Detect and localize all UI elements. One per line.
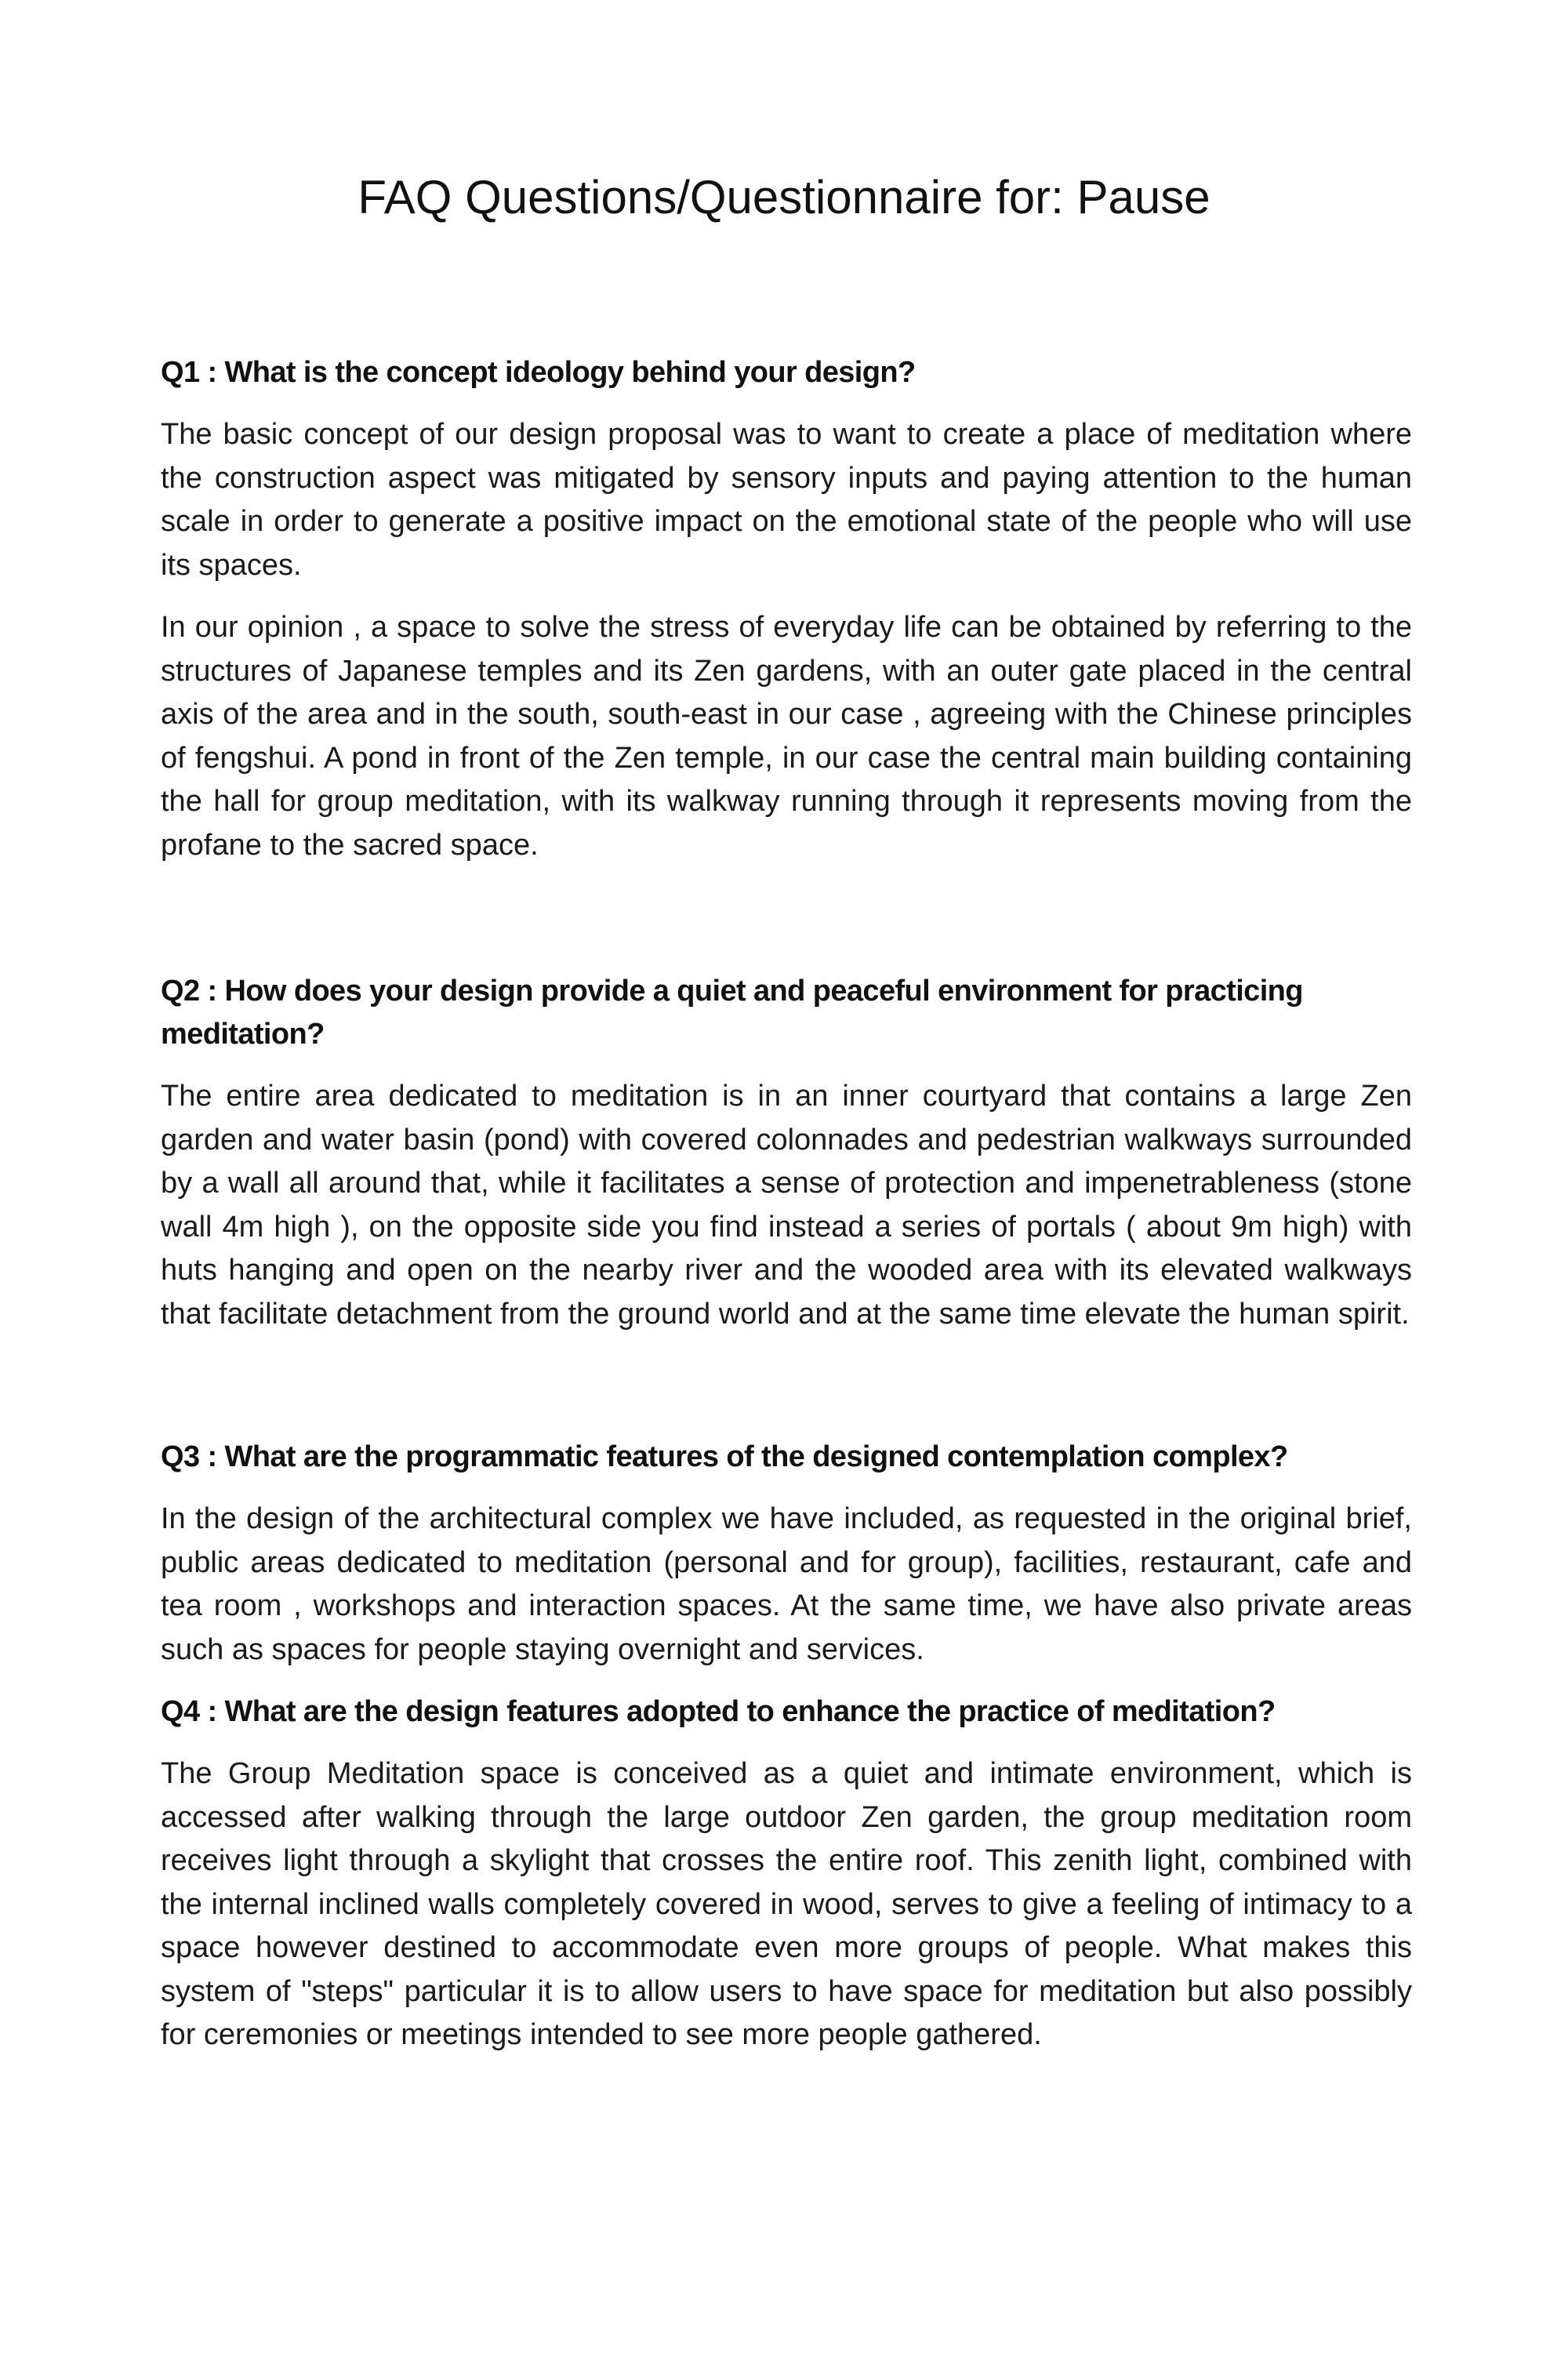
page-title: FAQ Questions/Questionnaire for: Pause <box>358 171 1210 223</box>
answer-paragraph: In the design of the architectural complex we have included, as requested in the original brief, public areas dedicated to meditation (personal and for group), facilities, restaurant, cafe and tea room , workshops and interaction spaces. At the same time, we have also private areas such as spaces for people staying overnight and services. <box>161 1502 1412 1666</box>
section-spacer <box>161 1355 1412 1436</box>
faq-section-q3 <box>161 1436 1412 1672</box>
faq-section-q1 <box>161 351 1412 867</box>
question-heading: Q2 : How does your design provide a quiet and peaceful environment for practicing meditation? <box>161 975 1303 1051</box>
answer-paragraph: The basic concept of our design proposal was to want to create a place of meditation where the construction aspect was mitigated by sensory inputs and paying attention to the human scale in order to generate a positive impact on the emotional state of the people who will use its spaces. <box>161 418 1412 582</box>
faq-section-q2 <box>161 970 1412 1336</box>
question-heading: Q4 : What are the design features adopted to enhance the practice of meditation? <box>161 1695 1276 1728</box>
faq-content <box>161 351 1412 2076</box>
question-heading: Q1 : What is the concept ideology behind your design? <box>161 356 916 389</box>
answer-paragraph: The entire area dedicated to meditation is in an inner courtyard that contains a large Zen garden and water basin (pond) with covered colonnades and pedestrian walkways surrounded by a wall all around that, while it facilitates a sense of protection and impenetrableness (stone wall 4m high ), on the opposite side you find instead a series of portals ( about 9m high) with huts hanging and open on the nearby river and the wooded area with its elevated walkways that facilitate detachment from the ground world and at the same time elevate the human spirit. <box>161 1080 1412 1331</box>
faq-section-q4 <box>161 1690 1412 2057</box>
answer-paragraph: In our opinion , a space to solve the stress of everyday life can be obtained by referring to the structures of Japanese temples and its Zen gardens, with an outer gate placed in the central axis of the area and in the south, south-east in our case , agreeing with the Chinese principles of fengshui. A pond in front of the Zen temple, in our case the central main building containing the hall for group meditation, with its walkway running through it represents moving from the profane to the sacred space. <box>161 611 1412 862</box>
question-heading: Q3 : What are the programmatic features of the designed contemplation complex? <box>161 1440 1288 1473</box>
section-spacer <box>161 886 1412 970</box>
answer-paragraph: The Group Meditation space is conceived as a quiet and intimate environment, which is accessed after walking through the large outdoor Zen garden, the group meditation room receives light through a skylight that crosses the entire roof. This zenith light, combined with the internal inclined walls completely covered in wood, serves to give a feeling of intimacy to a space however destined to accommodate even more groups of people. What makes this system of "steps" particular it is to allow users to have space for meditation but also possibly for ceremonies or meetings intended to see more people gathered. <box>161 1757 1412 2051</box>
